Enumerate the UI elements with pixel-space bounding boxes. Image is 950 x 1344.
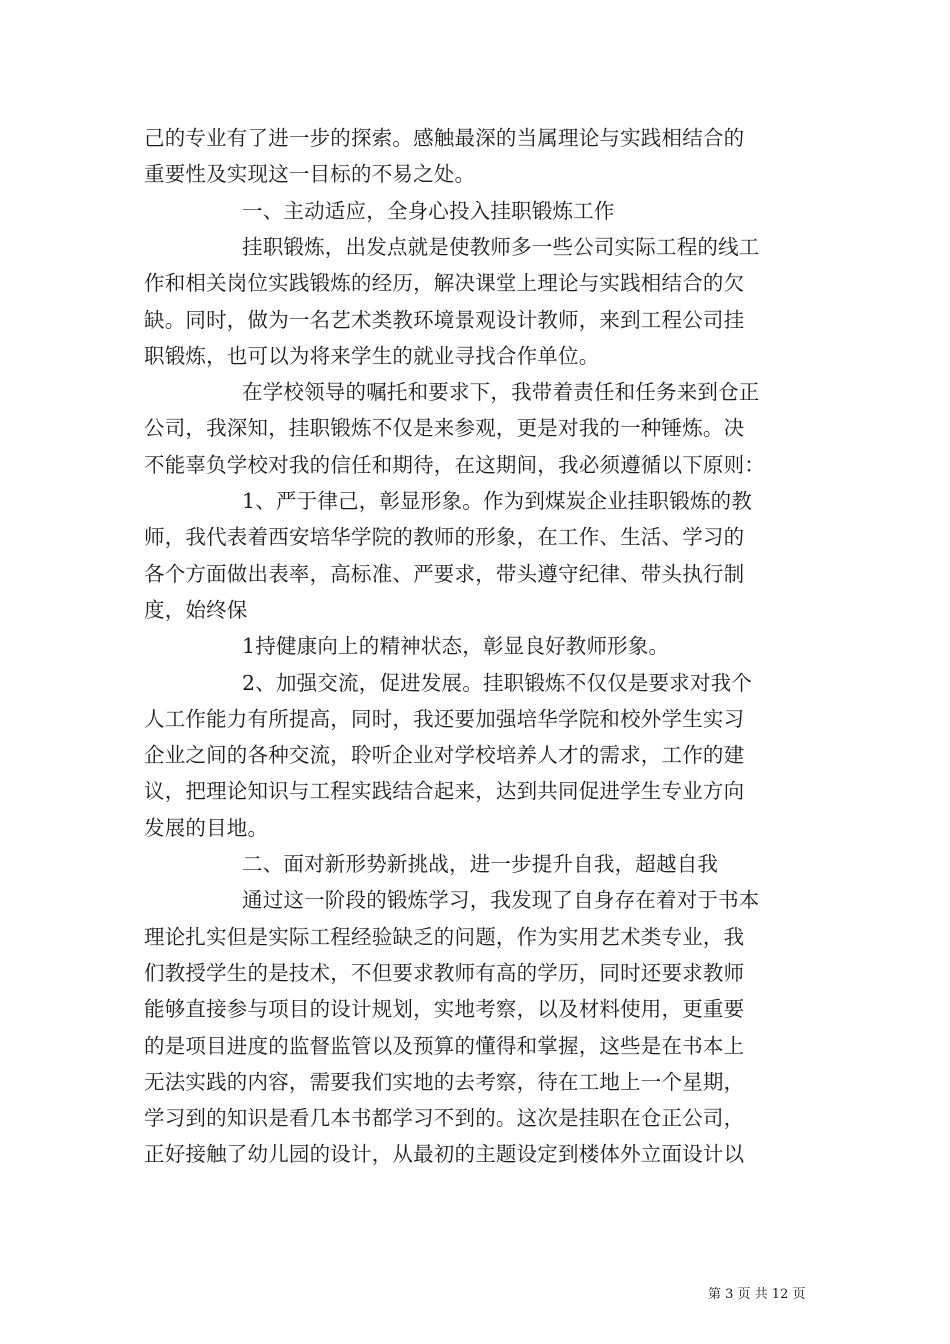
body-line: 二、面对新形势新挑战，进一步提升自我，超越自我 [242, 852, 719, 876]
body-line: 2、加强交流，促进发展。挂职锻炼不仅仅是要求对我个 [242, 670, 753, 695]
body-line: 企业之间的各种交流，聆听企业对学校培养人才的需求，工作的建 [144, 743, 745, 768]
body-line: 的是项目进度的监督监管以及预算的懂得和掌握，这些是在书本上 [144, 1033, 745, 1058]
body-line: 无法实践的内容，需要我们实地的去考察，待在工地上一个星期， [144, 1069, 745, 1094]
body-line: 们教授学生的是技术，不但要求教师有高的学历，同时还要求教师 [144, 960, 745, 985]
body-line: 1、严于律己，彰显形象。作为到煤炭企业挂职锻炼的教 [242, 489, 753, 513]
body-line: 1持健康向上的精神状态，彰显良好教师形象。 [242, 634, 670, 659]
body-line: 己的专业有了进一步的探索。感触最深的当属理论与实践相结合的 [144, 126, 745, 150]
body-line: 在学校领导的嘱托和要求下，我带着责任和任务来到仓正 [242, 380, 760, 405]
body-line: 师，我代表着西安培华学院的教师的形象，在工作、生活、学习的 [144, 525, 745, 550]
body-line: 挂职锻炼，出发点就是使教师多一些公司实际工程的线工 [242, 234, 760, 259]
body-line: 职锻炼，也可以为将来学生的就业寻找合作单位。 [144, 343, 600, 368]
body-line: 人工作能力有所提高，同时，我还要加强培华学院和校外学生实习 [144, 706, 745, 731]
body-line: 学习到的知识是看几本书都学习不到的。这次是挂职在仓正公司， [144, 1106, 745, 1131]
body-line: 度，始终保 [144, 597, 248, 622]
body-line: 各个方面做出表率，高标准、严要求，带头遵守纪律、带头执行制 [144, 561, 745, 586]
body-line: 公司，我深知，挂职锻炼不仅是来参观，更是对我的一种锤炼。决 [144, 416, 745, 441]
body-line: 缺。同时，做为一名艺术类教环境景观设计教师，来到工程公司挂 [144, 307, 745, 332]
body-line: 议，把理论知识与工程实践结合起来，达到共同促进学生专业方向 [144, 779, 745, 804]
body-line: 一、主动适应，全身心投入挂职锻炼工作 [242, 198, 615, 223]
page-number-footer: 第 3 页 共 12 页 [708, 1287, 806, 1302]
body-line: 通过这一阶段的锻炼学习，我发现了自身存在着对于书本 [242, 888, 760, 913]
body-line: 正好接触了幼儿园的设计，从最初的主题设定到楼体外立面设计以 [144, 1142, 745, 1167]
body-line: 能够直接参与项目的设计规划，实地考察，以及材料使用，更重要 [144, 997, 745, 1022]
body-line: 作和相关岗位实践锻炼的经历，解决课堂上理论与实践相结合的欠 [144, 271, 745, 296]
body-line: 重要性及实现这一目标的不易之处。 [144, 162, 476, 187]
body-line: 发展的目地。 [144, 815, 269, 840]
body-line: 不能辜负学校对我的信任和期待，在这期间，我必须遵循以下原则： [144, 452, 765, 477]
body-line: 理论扎实但是实际工程经验缺乏的问题，作为实用艺术类专业，我 [144, 924, 745, 949]
